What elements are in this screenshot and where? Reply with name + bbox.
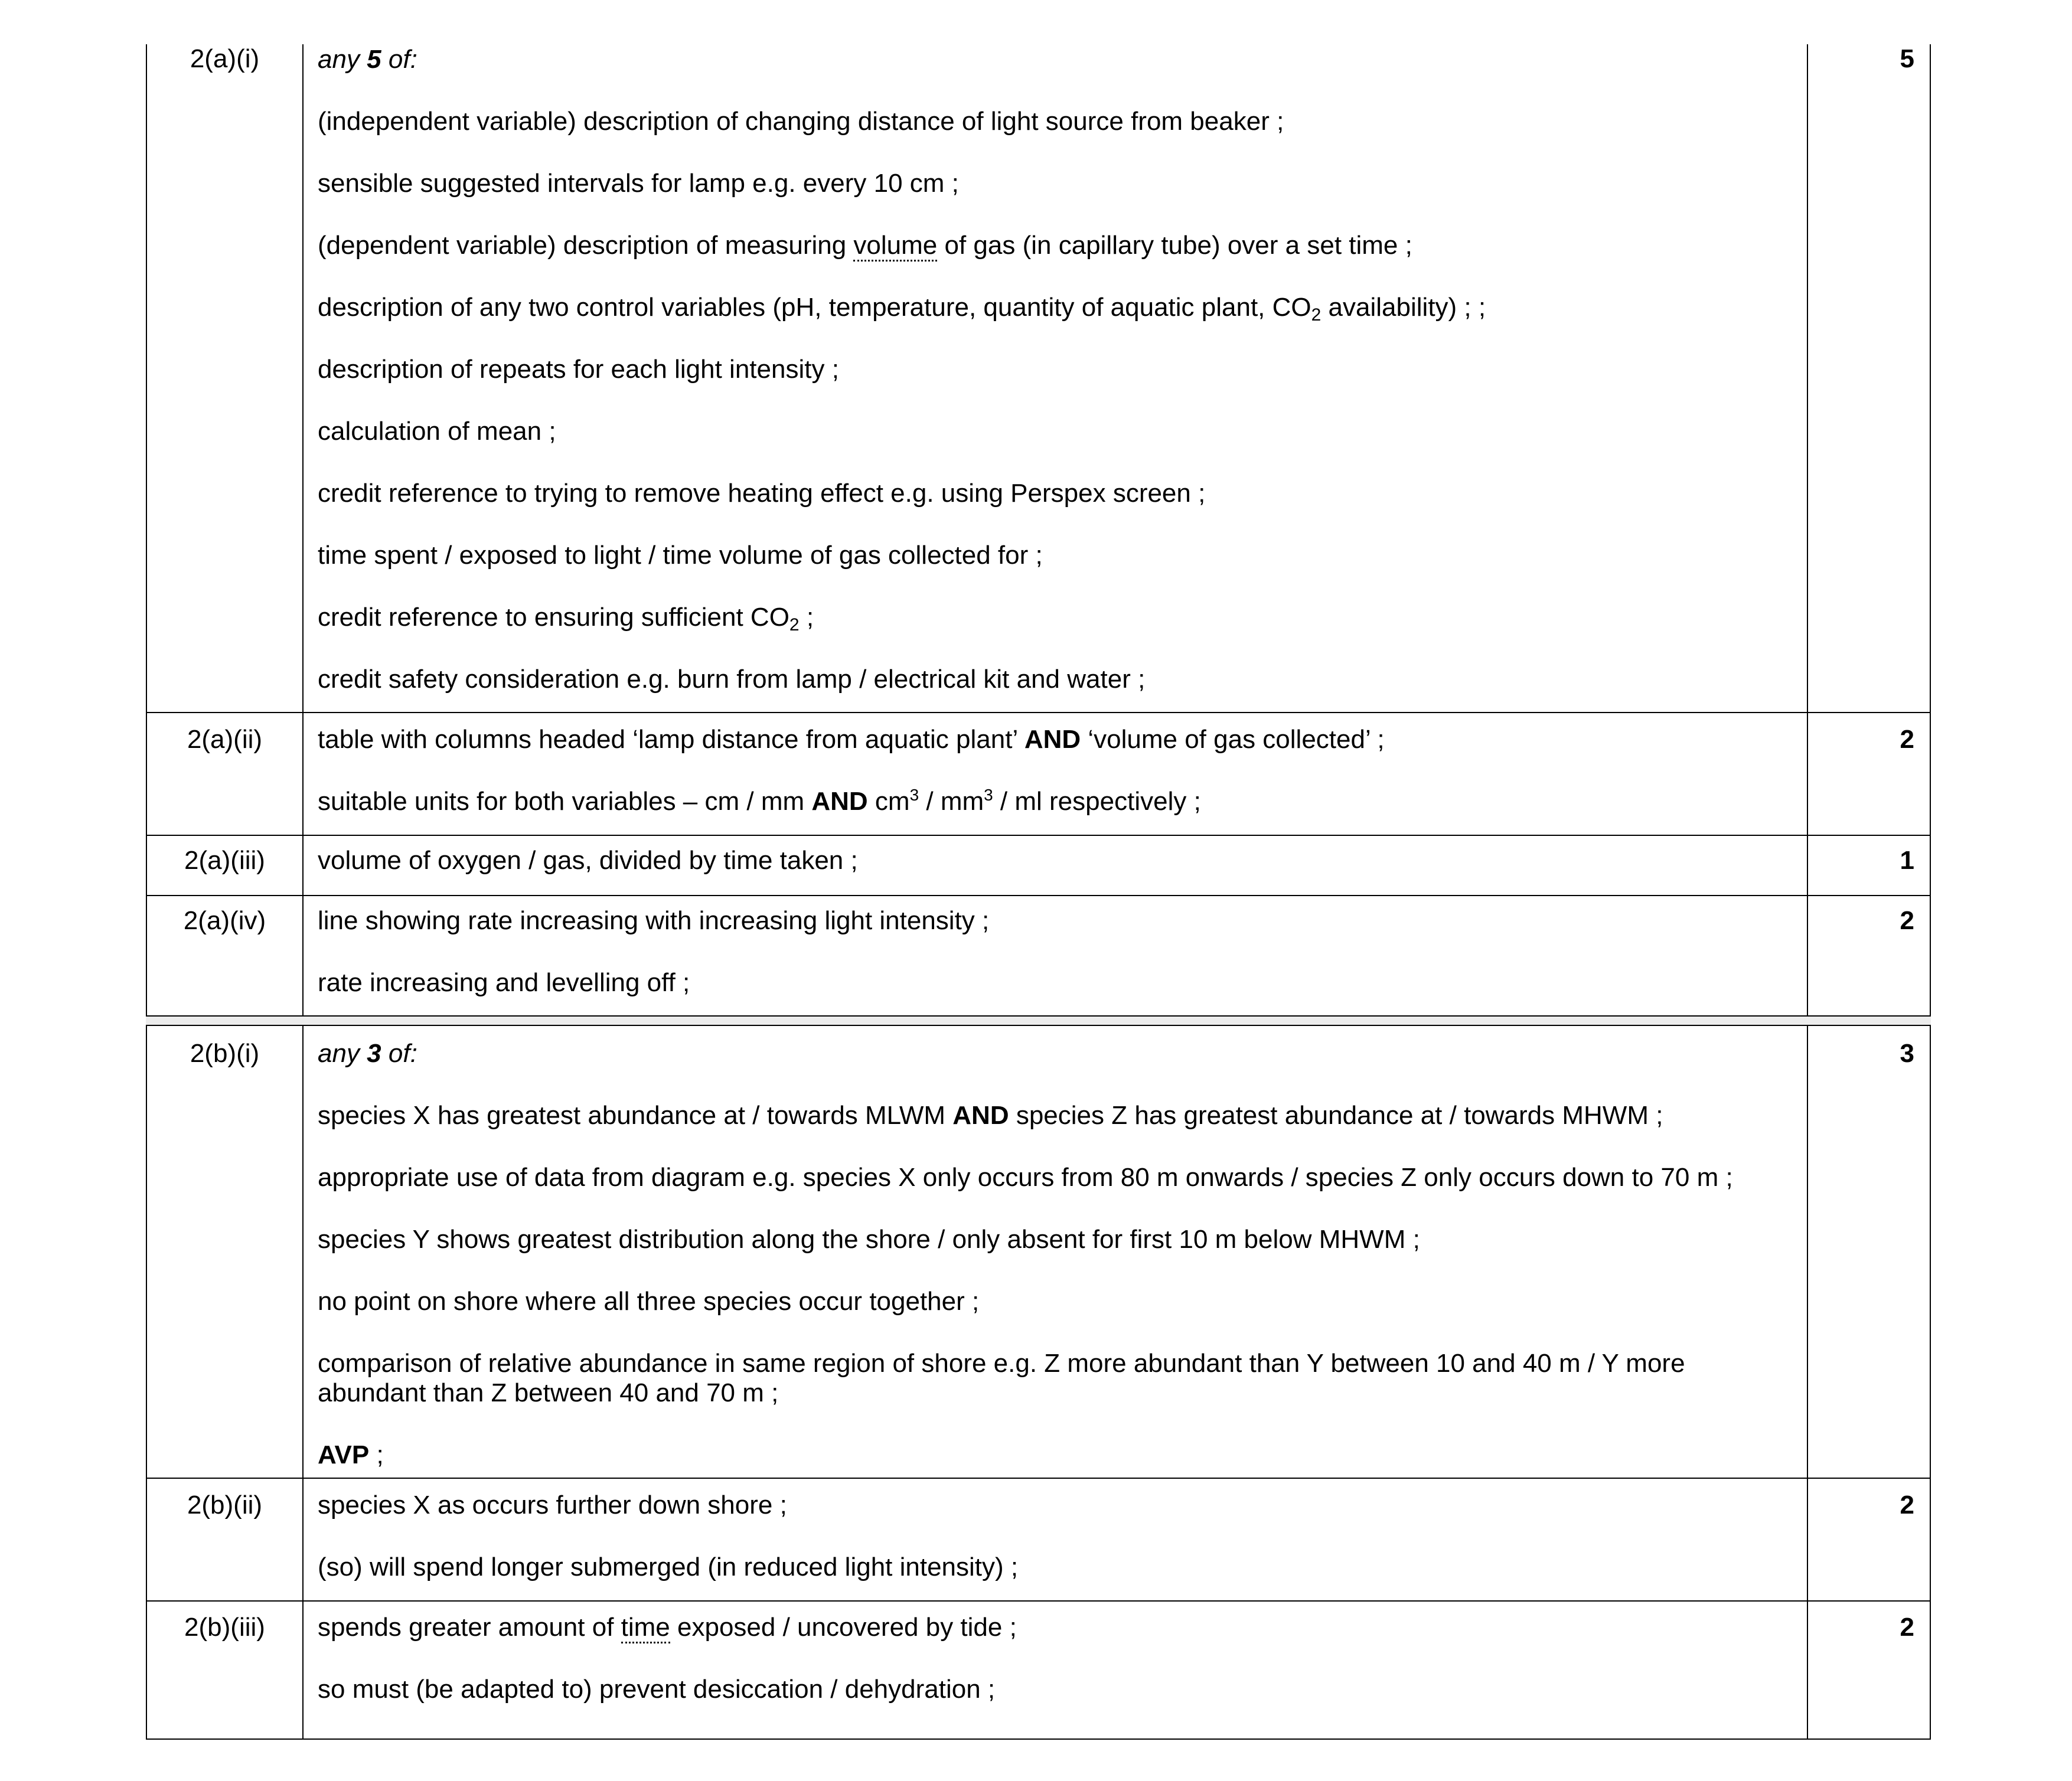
emphasised-word: volume <box>853 231 937 262</box>
answer-line: species Y shows greatest distribution along the shore / only absent for first 10 m below MHWM ; <box>318 1225 1420 1254</box>
marks-value: 2 <box>1900 1491 1914 1519</box>
table-border-right <box>1930 44 1931 1740</box>
answer-line: line showing rate increasing with increasing light intensity ; <box>318 906 990 935</box>
answer-line: description of repeats for each light intensity ; <box>318 355 839 384</box>
marks-value: 3 <box>1900 1039 1914 1068</box>
mark-scheme-table <box>146 44 1931 1740</box>
answer-line: table with columns headed ‘lamp distance from aquatic plant’ AND ‘volume of gas collected’ ; <box>318 725 1385 754</box>
answer-line: rate increasing and levelling off ; <box>318 968 690 997</box>
question-number: 2(b)(i) <box>190 1039 260 1068</box>
answer-line: comparison of relative abundance in same region of shore e.g. Z more abundant than Y between 10 and 40 m / Y more <box>318 1349 1685 1378</box>
row-divider <box>146 895 1931 896</box>
row-divider <box>146 1600 1931 1602</box>
answer-line: volume of oxygen / gas, divided by time taken ; <box>318 846 858 875</box>
answer-line: description of any two control variables (pH, temperature, quantity of aquatic plant, $CO_2$ availability) ; ; <box>318 293 1486 325</box>
row-divider <box>146 835 1931 836</box>
answer-line: AVP ; <box>318 1440 384 1469</box>
marks-value: 2 <box>1900 725 1914 754</box>
table-border-left <box>146 44 147 1740</box>
answer-line: credit reference to ensuring sufficient $CO_2$ ; <box>318 603 814 635</box>
question-number: 2(b)(ii) <box>187 1491 263 1519</box>
section-separator-band <box>146 1017 1931 1025</box>
question-number: 2(a)(iii) <box>184 846 265 875</box>
answer-line: abundant than Z between 40 and 70 m ; <box>318 1378 779 1407</box>
row-divider <box>146 1015 1931 1017</box>
question-number: 2(a)(ii) <box>187 725 263 754</box>
marks-value: 5 <box>1900 44 1914 73</box>
row-divider <box>146 1025 1931 1026</box>
answer-line: so must (be adapted to) prevent desiccation / dehydration ; <box>318 1675 996 1704</box>
answer-line: credit safety consideration e.g. burn from lamp / electrical kit and water ; <box>318 665 1146 694</box>
answer-line: species X has greatest abundance at / towards MLWM AND species Z has greatest abundance at / towards MHWM ; <box>318 1101 1663 1130</box>
answer-line: calculation of mean ; <box>318 417 556 446</box>
answer-line: sensible suggested intervals for lamp e.g. every 10 cm ; <box>318 169 959 198</box>
answer-line: appropriate use of data from diagram e.g. species X only occurs from 80 m onwards / species Z only occurs down to 70 m ; <box>318 1163 1733 1192</box>
marks-value: 2 <box>1900 906 1914 935</box>
answer-line: any 3 of: <box>318 1039 417 1068</box>
emphasised-word: time <box>621 1613 670 1643</box>
answer-line: (independent variable) description of changing distance of light source from beaker ; <box>318 107 1284 136</box>
column-divider-question <box>302 44 304 1740</box>
question-number: 2(b)(iii) <box>184 1613 265 1642</box>
answer-line: (dependent variable) description of measuring volume of gas (in capillary tube) over a set time ; <box>318 230 1412 261</box>
answer-line: no point on shore where all three species occur together ; <box>318 1287 980 1316</box>
answer-line: (so) will spend longer submerged (in reduced light intensity) ; <box>318 1553 1019 1581</box>
answer-line: suitable units for both variables – cm / mm AND $cm^3 / mm^3$ / ml respectively ; <box>318 786 1201 816</box>
marks-value: 1 <box>1900 846 1914 875</box>
answer-line: any 5 of: <box>318 45 417 74</box>
table-border-bottom <box>146 1738 1931 1740</box>
answer-line: spends greater amount of time exposed / uncovered by tide ; <box>318 1612 1017 1643</box>
column-divider-marks <box>1807 44 1808 1740</box>
row-divider <box>146 1478 1931 1479</box>
answer-line: credit reference to trying to remove heating effect e.g. using Perspex screen ; <box>318 479 1206 508</box>
marks-value: 2 <box>1900 1613 1914 1642</box>
answer-line: species X as occurs further down shore ; <box>318 1491 787 1519</box>
question-number: 2(a)(i) <box>190 44 260 73</box>
answer-line: time spent / exposed to light / time volume of gas collected for ; <box>318 541 1043 570</box>
row-divider <box>146 712 1931 713</box>
question-number: 2(a)(iv) <box>183 906 266 935</box>
